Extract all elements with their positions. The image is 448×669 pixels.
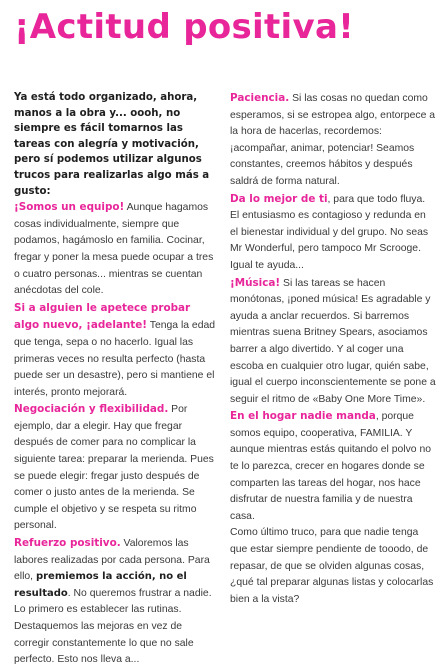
- tip-body: Aunque hagamos cosas individualmente, siempre que podamos, hagámoslo en familia. Cocinar, fregar y poner la mesa puede ocupar a tres o cuatro personas... mientras se cuentan anécdotas del cole.: [14, 202, 214, 297]
- tip-music: [230, 275, 436, 409]
- tip-body: Si las cosas no quedan como esperamos, si se estropea algo, entorpece a la hora de hacerlas, recordemos: ¡acompañar, animar, potenciar! Seamos constantes, creemos hábitos y después saldrá de forma natural.: [230, 93, 436, 187]
- page-title: ¡Actitud positiva!: [14, 7, 355, 47]
- tip-heading: ¡Música!: [230, 276, 281, 289]
- tip-heading: Refuerzo positivo.: [14, 537, 121, 550]
- tip-try-new: [14, 300, 218, 402]
- tip-negotiation: [14, 401, 218, 535]
- tip-emphasis: premiemos la acción, no el resultado: [14, 571, 187, 599]
- tip-body: . No queremos frustrar a nadie. Lo primero es establecer las rutinas. Destaquemos las mejoras en vez de corregir constantemente lo que no sale perfecto. Esto nos lleva a...: [14, 587, 212, 666]
- tip-positive-reinforcement: [14, 535, 218, 669]
- tip-heading: Negociación y flexibilidad.: [14, 403, 169, 416]
- intro-paragraph: Ya está todo organizado, ahora, manos a la obra y... oooh, no siempre es fácil tomarnos las tareas con alegría y motivación, pero sí podemos utilizar algunos trucos para realizarlas algo más a gusto:: [14, 92, 210, 197]
- tip-body: Si las tareas se hacen monótonas, ¡poned música! Es agradable y ayuda a anclar recuerdos. Si barremos mientras suena Britney Spears, asociamos barrer a algo divertido. Y al coger una escoba en cualquier otro lugar, quién sabe, igual el cuerpo inconscientemente se pone a seguir el ritmo de «Baby One More Time».: [230, 277, 436, 405]
- tip-heading: Paciencia.: [230, 92, 290, 104]
- tip-body: Tenga la edad que tenga, sepa o no hacerlo. Igual las primeras veces no resulta perfecto (hasta puede ser un desastre), pero si mantiene el interés, pronto mejorará.: [14, 320, 216, 398]
- closing-paragraph: Como último truco, para que nadie tenga que estar siempre pendiente de tooodo, de repasar, de que se olviden algunas cosas, ¿qué tal preparar algunas listas y colocarlas bien a la vista?: [230, 527, 434, 605]
- tip-heading: ¡Somos un equipo!: [14, 201, 125, 214]
- left-column: [14, 90, 218, 669]
- tip-heading: Da lo mejor de ti: [230, 192, 328, 205]
- tip-nobody-rules: [230, 408, 436, 525]
- tip-best-of-you: [230, 191, 436, 275]
- right-column: [230, 90, 436, 608]
- tip-patience: [230, 90, 436, 191]
- tip-heading: En el hogar nadie manda: [230, 410, 376, 423]
- tip-body: , porque somos equipo, cooperativa, FAMILIA. Y aunque mientras estás quitando el polvo no te lo parezca, crecer en hogares donde se comparten las tareas del hogar, nos hace disfrutar de nuestra familia y de nuestra casa.: [230, 411, 432, 522]
- tip-body: , para que todo fluya. El entusiasmo es contagioso y redunda en el bienestar individual y del grupo. No seas Mr Wonderful, pero tampoco Mr Scrooge. Igual te ayuda...: [230, 193, 429, 271]
- tip-heading: Si a alguien le apetece probar algo nuevo, ¡adelante!: [14, 301, 191, 332]
- tip-body: Valoremos las labores realizadas por cada persona. Para ello,: [14, 538, 210, 583]
- tip-team: [14, 199, 218, 300]
- tip-body: Por ejemplo, dar a elegir. Hay que fregar después de comer para no complicar la siguiente tarea: preparar la merienda. Pues se puede elegir: fregar justo después de comer o justo antes de la merienda. Se cumple el objetivo y se respeta su ritmo personal.: [14, 404, 214, 532]
